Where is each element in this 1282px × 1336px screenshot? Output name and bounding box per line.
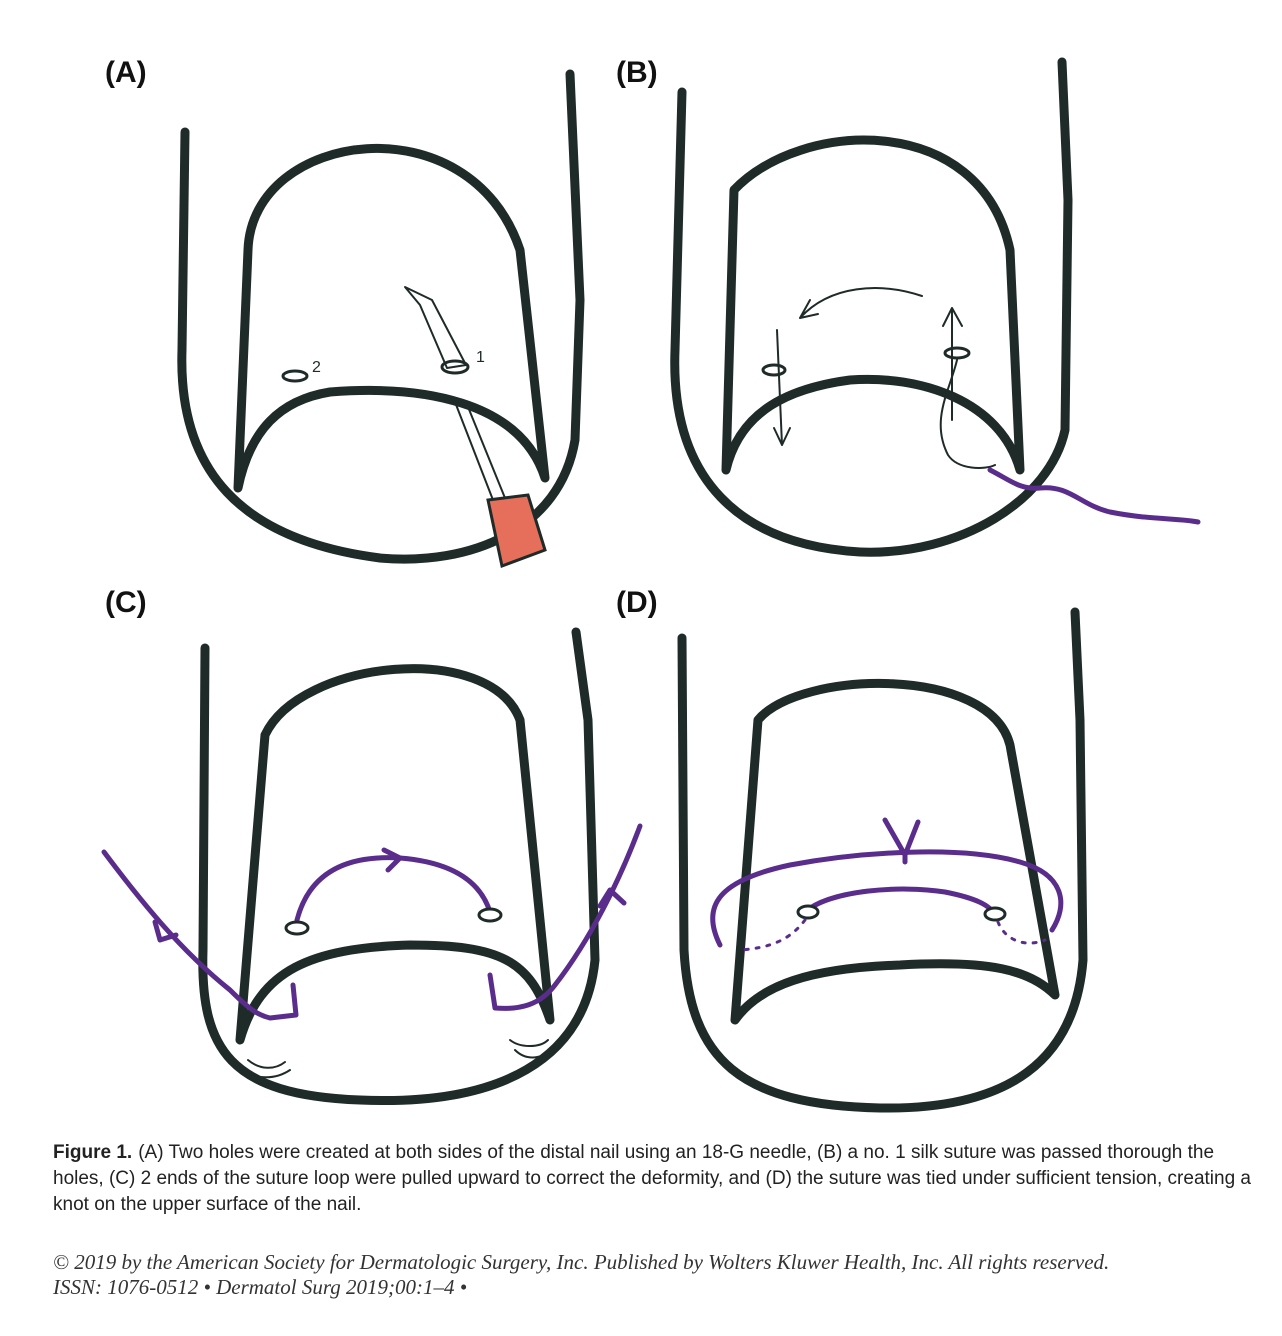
suture-under-nail-left xyxy=(740,920,805,950)
panel-b-drawing xyxy=(675,62,1198,552)
hole-right xyxy=(945,348,969,358)
suture-arrow-right xyxy=(600,890,624,906)
hole-left xyxy=(286,922,308,934)
panel-label-b: (B) xyxy=(616,56,658,89)
hole-right xyxy=(479,909,501,921)
copyright-footer xyxy=(53,1250,1253,1300)
panel-a-drawing xyxy=(182,74,580,566)
caption-text: (A) Two holes were created at both sides of the distal nail using an 18-G needle, (B) a no. 1 silk suture was passed thorough the holes, (C) 2 ends of the suture loop were pulled upward to correct the deformity, and (D) the suture was tied under sufficient tension, creating a knot on the upper surface of the nail. xyxy=(53,1142,1251,1215)
hole-right xyxy=(985,908,1005,920)
nail-outline xyxy=(238,148,545,488)
panel-label-d: (D) xyxy=(616,586,658,619)
needle xyxy=(405,287,545,566)
hole-2 xyxy=(283,371,307,381)
copyright-line: © 2019 by the American Society for Dermatologic Surgery, Inc. Published by Wolters Kluwer Health, Inc. All rights reserved. xyxy=(53,1250,1110,1274)
caption-label: Figure 1. xyxy=(53,1142,133,1163)
hole-left xyxy=(763,365,785,375)
suture-end-right xyxy=(490,826,640,1008)
citation-line: ISSN: 1076-0512 • Dermatol Surg 2019;00:1–4 • xyxy=(53,1275,468,1299)
panel-label-a: (A) xyxy=(105,56,147,89)
hole-2-label: 2 xyxy=(312,359,321,376)
panel-label-c: (C) xyxy=(105,586,147,619)
needle-hub xyxy=(488,495,545,566)
suture-loop xyxy=(713,852,1061,945)
panel-d-drawing xyxy=(682,612,1083,1108)
arrow-down xyxy=(774,330,790,445)
panel-c-drawing xyxy=(104,632,640,1101)
arrow-across xyxy=(800,288,922,318)
suture-inner-arc xyxy=(805,889,995,915)
hole-1-label: 1 xyxy=(476,349,485,366)
hole-left xyxy=(798,906,818,918)
figure-caption xyxy=(53,1140,1253,1218)
skin-fold-marks xyxy=(240,1040,550,1077)
nail-outline xyxy=(726,140,1020,470)
suture-knot xyxy=(885,820,918,862)
